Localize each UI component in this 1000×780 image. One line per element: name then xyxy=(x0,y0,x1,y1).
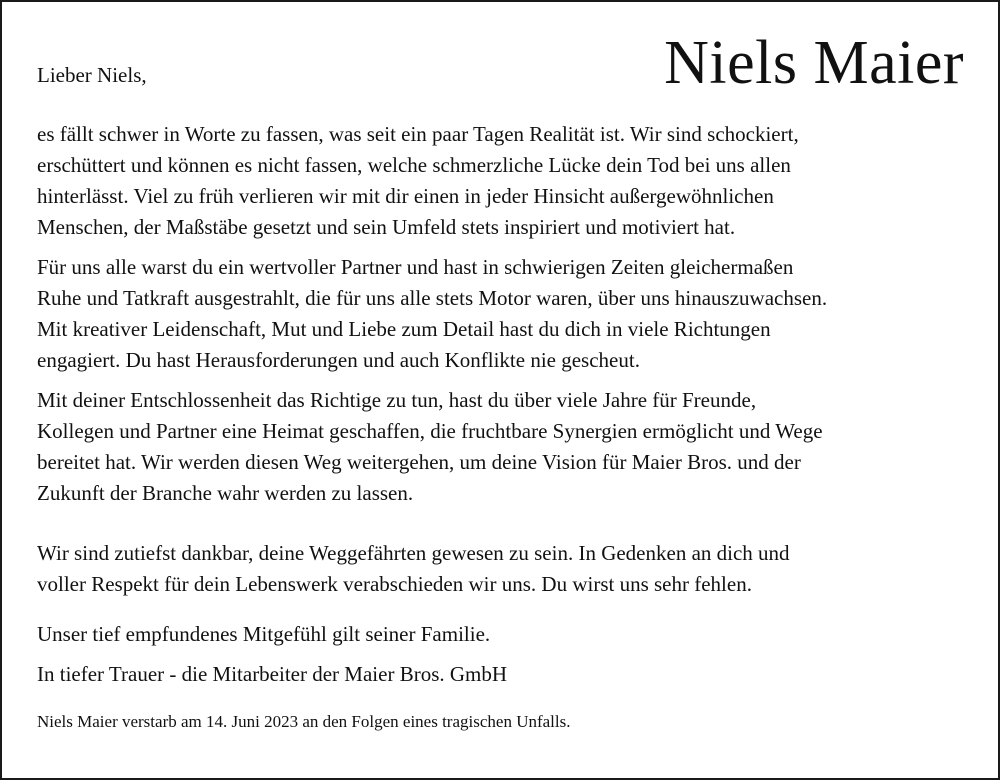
text-line: Wir sind zutiefst dankbar, deine Weggefährten gewesen zu sein. In Gedenken an dich und xyxy=(37,541,790,565)
text-line: Zukunft der Branche wahr werden zu lassen. xyxy=(37,481,414,505)
paragraph-partner xyxy=(37,252,982,376)
text-line: engagiert. Du hast Herausforderungen und auch Konflikte nie gescheut. xyxy=(37,348,640,372)
text-line: voller Respekt für dein Lebenswerk verabschieden wir uns. Du wirst uns sehr fehlen. xyxy=(37,572,752,596)
text-line: Ruhe und Tatkraft ausgestrahlt, die für uns alle stets Motor waren, über uns hinauszuwachsen. xyxy=(37,286,828,310)
notice-body xyxy=(37,119,982,734)
footnote: Niels Maier verstarb am 14. Juni 2023 an den Folgen eines tragischen Unfalls. xyxy=(37,712,571,731)
text-line: hinterlässt. Viel zu früh verlieren wir mit dir einen in jeder Hinsicht außergewöhnlichen xyxy=(37,184,774,208)
text-line: Mit deiner Entschlossenheit das Richtige zu tun, hast du über viele Jahre für Freunde, xyxy=(37,388,757,412)
text-line: erschüttert und können es nicht fassen, welche schmerzliche Lücke dein Tod bei uns allen xyxy=(37,153,791,177)
text-line: bereitet hat. Wir werden diesen Weg weitergehen, um deine Vision für Maier Bros. und der xyxy=(37,450,801,474)
paragraph-legacy xyxy=(37,385,982,509)
deceased-name-heading: Niels Maier xyxy=(664,29,964,97)
text-line: Mit kreativer Leidenschaft, Mut und Liebe zum Detail hast du dich in viele Richtungen xyxy=(37,317,771,341)
signature-line: In tiefer Trauer - die Mitarbeiter der Maier Bros. GmbH xyxy=(37,662,508,686)
paragraph-farewell xyxy=(37,538,982,600)
paragraph-tribute xyxy=(37,119,982,243)
text-line: Menschen, der Maßstäbe gesetzt und sein Umfeld stets inspiriert und motiviert hat. xyxy=(37,215,736,239)
salutation: Lieber Niels, xyxy=(37,63,147,87)
text-line: Für uns alle warst du ein wertvoller Partner und hast in schwierigen Zeiten gleichermaßen xyxy=(37,255,794,279)
text-line: es fällt schwer in Worte zu fassen, was seit ein paar Tagen Realität ist. Wir sind schockiert, xyxy=(37,122,799,146)
sympathy-line: Unser tief empfundenes Mitgefühl gilt seiner Familie. xyxy=(37,622,491,646)
text-line: Kollegen und Partner eine Heimat geschaffen, die fruchtbare Synergien ermöglicht und Wege xyxy=(37,419,823,443)
